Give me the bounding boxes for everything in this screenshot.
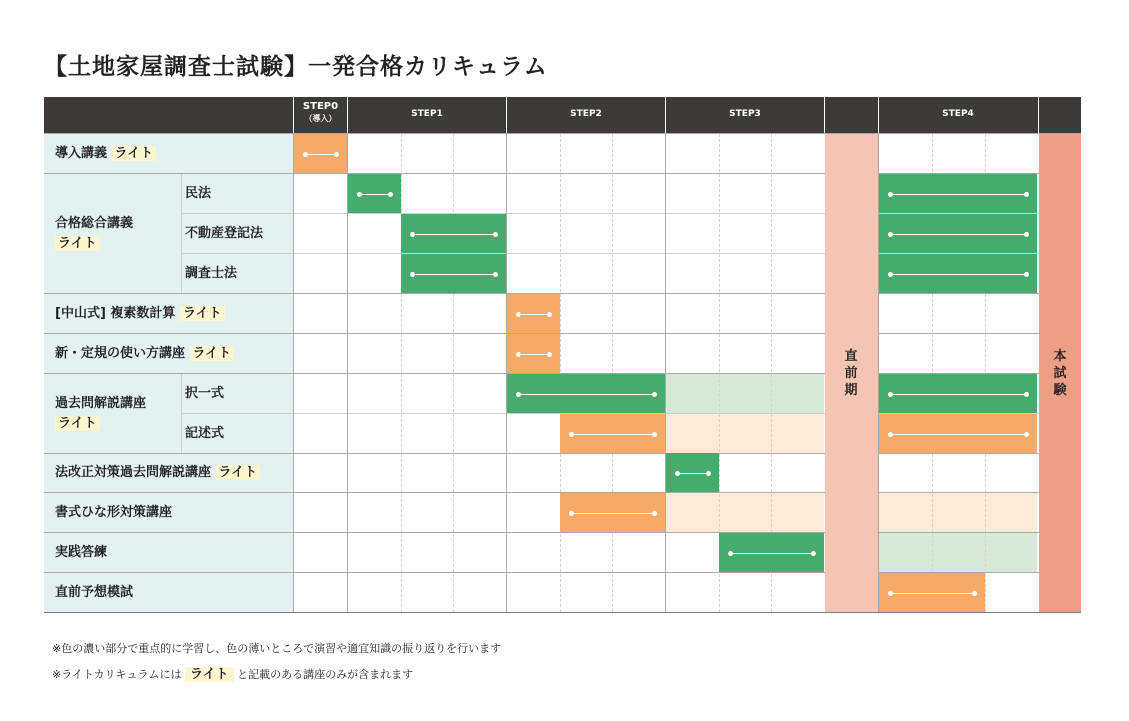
row-label-text: 法改正対策過去問解説講座 [55,465,212,480]
step1-header: STEP1 [411,109,443,119]
bar-connector [890,274,1026,275]
group-label-text: 過去問解説講座 [55,396,147,411]
row-label-jissen: 実践答練 [55,545,108,560]
note-2 [52,663,413,682]
bar-endpoint [493,272,498,277]
practice-shade [666,414,824,453]
step2-header: STEP2 [570,109,602,119]
sub-label-minpo: 民法 [185,186,212,201]
honshiken-label: 本 試 験 [1053,349,1067,398]
bar-endpoint [1024,392,1029,397]
bar-endpoint [728,551,733,556]
bar-connector [359,194,390,195]
step3-header: STEP3 [729,109,761,119]
bar-endpoint [516,352,521,357]
sub-label-kijutsu: 記述式 [185,426,225,441]
bar-endpoint [888,432,893,437]
light-tag: ライト [112,146,157,161]
light-tag: ライト [55,416,100,431]
note-1: ※色の濃い部分で重点的に学習し、色の薄いところで演習や適宜知識の振り返りを行います [52,642,502,655]
sub-label-takuitsu: 択一式 [185,386,225,401]
bar-endpoint [410,272,415,277]
bar-endpoint [888,272,893,277]
bar-endpoint [1024,272,1029,277]
note-2-after: と記載のある講座のみが含まれます [237,668,414,681]
step0-header [294,101,347,124]
row-label-jogi [55,344,234,364]
bar-endpoint [652,392,657,397]
practice-shade [666,374,824,413]
bar-endpoint [516,392,521,397]
bar-connector [412,274,495,275]
bar-endpoint [811,551,816,556]
group-label-kakomon [55,394,146,434]
bar-endpoint [675,471,680,476]
bar-endpoint [547,312,552,317]
sub-label-fudosan: 不動産登記法 [185,226,264,241]
step0-label: STEP0 [302,101,339,112]
row-label-doniu [55,144,156,164]
bar-endpoint [303,152,308,157]
bar-endpoint [569,511,574,516]
bar-endpoint [1024,432,1029,437]
bar-connector [677,473,708,474]
practice-shade [879,493,1037,532]
bar-endpoint [1024,232,1029,237]
row-label-text: 新・定規の使い方講座 [55,346,186,361]
bar-connector [730,553,813,554]
bar-connector [518,394,654,395]
step4-header: STEP4 [942,109,974,119]
bar-endpoint [706,471,711,476]
sub-label-chosashi: 調査士法 [185,266,238,281]
light-tag: ライト [55,236,100,251]
bar-endpoint [516,312,521,317]
bar-connector [890,434,1026,435]
bar-connector [890,593,974,594]
bar-endpoint [888,392,893,397]
bar-endpoint [888,232,893,237]
light-tag: ライト [190,346,235,361]
bar-endpoint [388,192,393,197]
bar-endpoint [888,591,893,596]
bar-endpoint [547,352,552,357]
bar-endpoint [888,192,893,197]
bar-endpoint [357,192,362,197]
light-tag: ライト [180,306,225,321]
bar-connector [571,513,654,514]
bar-endpoint [1024,192,1029,197]
page-title: 【土地家屋調査士試験】一発合格カリキュラム [44,54,548,80]
bar-endpoint [569,432,574,437]
note-2-before: ※ライトカリキュラムには [52,668,182,681]
bar-endpoint [972,591,977,596]
bar-endpoint [493,232,498,237]
row-label-shoshiki: 書式ひな形対策講座 [55,505,173,520]
practice-shade [666,493,824,532]
practice-shade [879,533,1037,572]
group-label-text: 合格総合講義 [55,216,134,231]
light-tag: ライト [216,465,261,480]
row-label-moshi: 直前予想模試 [55,585,134,600]
row-label-text: [中山式] 複素数計算 [55,306,176,321]
row-label-text: 導入講義 [55,146,108,161]
bar-connector [890,234,1026,235]
bar-connector [890,194,1026,195]
row-label-fukusosu [55,304,225,324]
bar-connector [518,354,549,355]
bar-connector [518,314,549,315]
step0-sublabel: （導入） [304,113,337,123]
bar-endpoint [652,511,657,516]
chokuzenki-label: 直 前 期 [844,349,858,398]
bar-connector [571,434,654,435]
bar-endpoint [652,432,657,437]
bar-endpoint [410,232,415,237]
bar-connector [412,234,495,235]
bar-connector [890,394,1026,395]
light-tag: ライト [185,667,234,682]
bar-endpoint [334,152,339,157]
bar-connector [305,154,336,155]
row-label-hokaisei [55,463,260,483]
group-label-gokaku [55,214,133,254]
